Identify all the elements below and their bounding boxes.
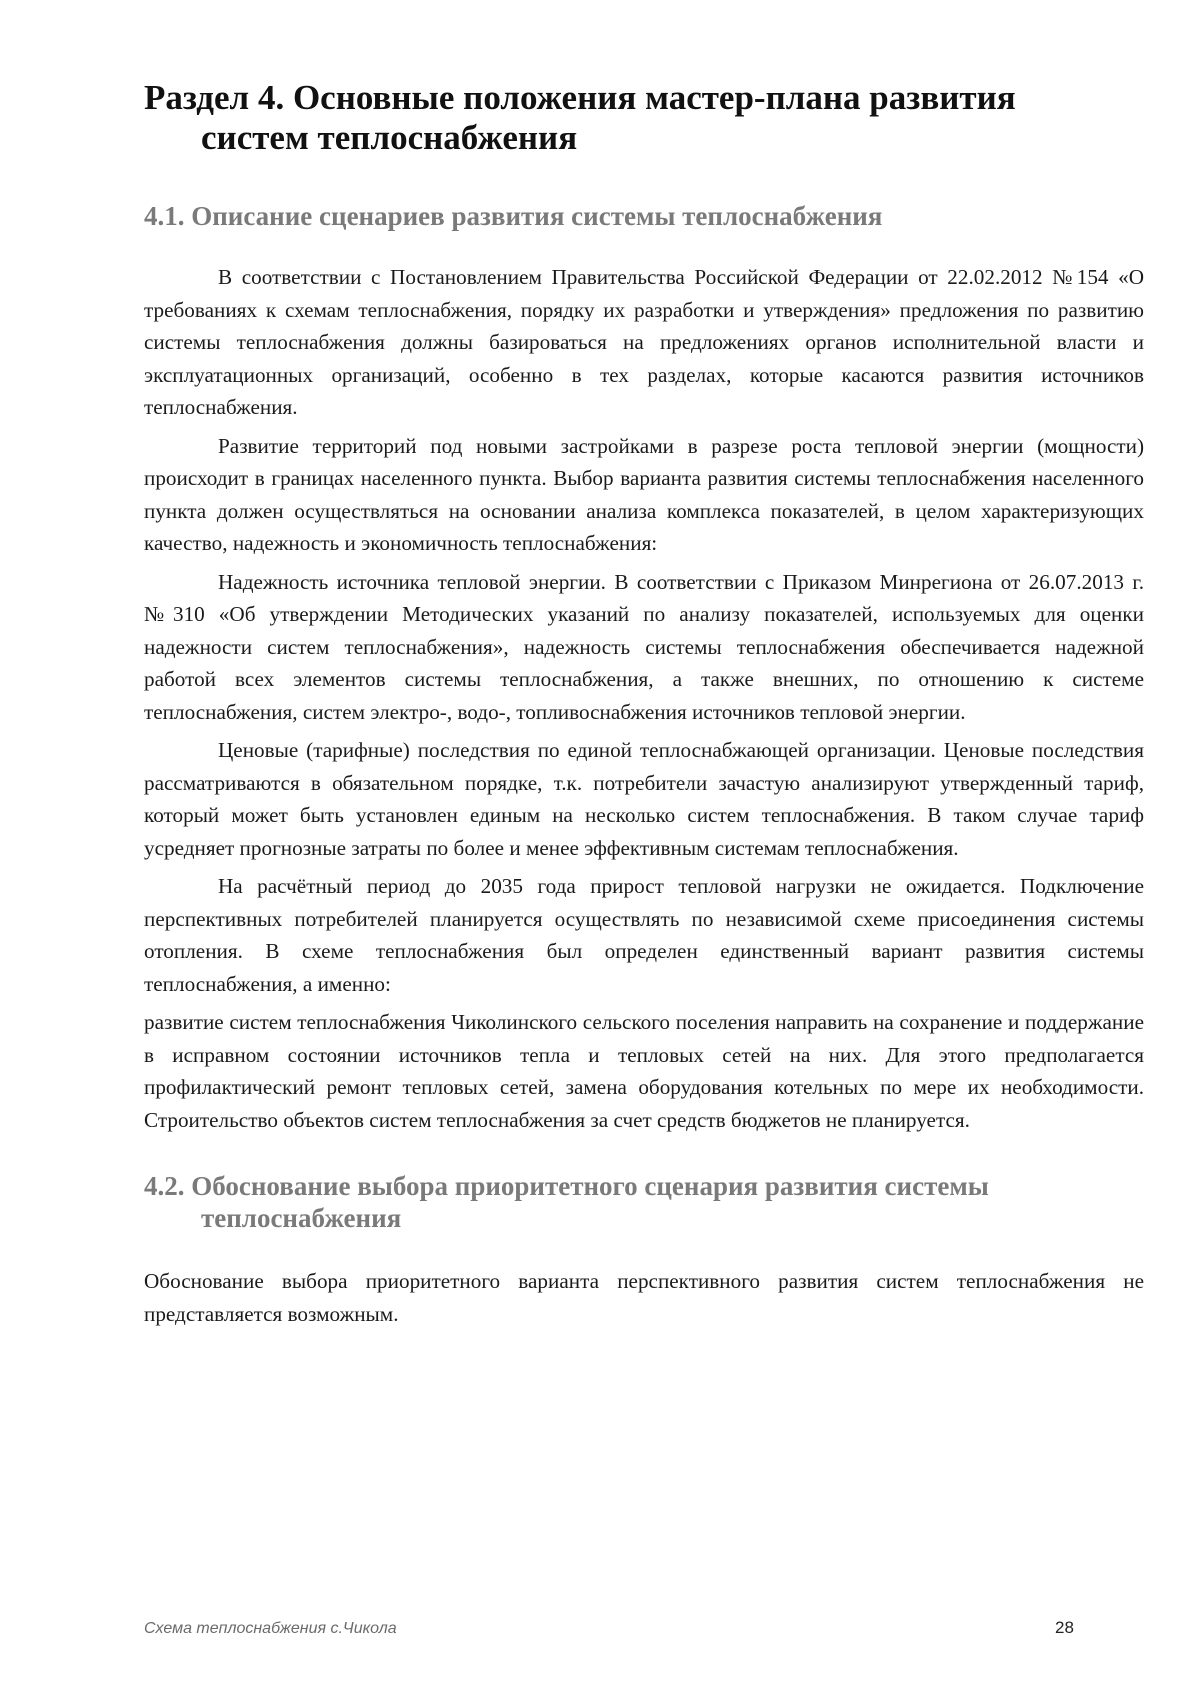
subsection-2-title-line1: 4.2. Обоснование выбора приоритетного сценария развития системы xyxy=(144,1171,989,1201)
section-title-line2: систем теплоснабжения xyxy=(201,118,578,157)
subsection-2-paragraph: Обоснование выбора приоритетного варианта перспективного развития систем теплоснабжения не представляется возможным. xyxy=(144,1269,1144,1326)
document-page xyxy=(144,78,1144,1330)
paragraph: Надежность источника тепловой энергии. В соответствии с Приказом Минрегиона от 26.07.2013 г. №310 «Об утверждении Методических указаний по анализу показателей, используемых для оценки надежности систем теплоснабжения», надежность системы теплоснабжения обеспечивается надежной работой всех элементов системы теплоснабжения, а также внешних, по отношению к системе теплоснабжения, систем электро-, водо-, топливоснабжения источников тепловой энергии. xyxy=(144,569,1144,724)
subsection-2-title-line2: теплоснабжения xyxy=(201,1203,402,1233)
paragraph-final: развитие систем теплоснабжения Чиколинского сельского поселения направить на сохранение и поддержание в исправном состоянии источников тепла и тепловых сетей на них. Для этого предполагается профилактический ремонт тепловых сетей, замена оборудования котельных по мере их необходимости. Строительство объектов систем теплоснабжения за счет средств бюджетов не планируется. xyxy=(144,1010,1144,1132)
subsection-1-title: 4.1. Описание сценариев развития системы теплоснабжения xyxy=(144,201,883,231)
paragraph: Развитие территорий под новыми застройками в разрезе роста тепловой энергии (мощности) происходит в границах населенного пункта. Выбор варианта развития системы теплоснабжения населенного пункта должен осуществляться на основании анализа комплекса показателей, в целом характеризующих качество, надежность и экономичность теплоснабжения: xyxy=(144,433,1144,555)
section-title xyxy=(144,78,1144,158)
paragraph: Ценовые (тарифные) последствия по единой теплоснабжающей организации. Ценовые последствия рассматриваются в обязательном порядке, т.к. потребители зачастую анализируют утвержденный тариф, который может быть установлен единым на несколько систем теплоснабжения. В таком случае тариф усредняет прогнозные затраты по более и менее эффективным системам теплоснабжения. xyxy=(144,738,1144,860)
footer-page-number: 28 xyxy=(1055,1618,1074,1637)
subsection-1-body xyxy=(144,261,1144,1136)
subsection-2-title xyxy=(144,1170,1144,1234)
paragraph: На расчётный период до 2035 года прирост тепловой нагрузки не ожидается. Подключение перспективных потребителей планируется осуществлять по независимой схеме присоединения системы отопления. В схеме теплоснабжения был определен единственный вариант развития системы теплоснабжения, а именно: xyxy=(144,874,1144,996)
footer-document-title: Схема теплоснабжения с.Чикола xyxy=(144,1620,397,1637)
section-title-line1: Раздел 4. Основные положения мастер-плана развития xyxy=(144,78,1016,117)
paragraph: В соответствии с Постановлением Правительства Российской Федерации от 22.02.2012 №154 «О требованиях к схемам теплоснабжения, порядку их разработки и утверждения» предложения по развитию системы теплоснабжения должны базироваться на предложениях органов исполнительной власти и эксплуатационных организаций, особенно в тех разделах, которые касаются развития источников теплоснабжения. xyxy=(144,265,1144,419)
